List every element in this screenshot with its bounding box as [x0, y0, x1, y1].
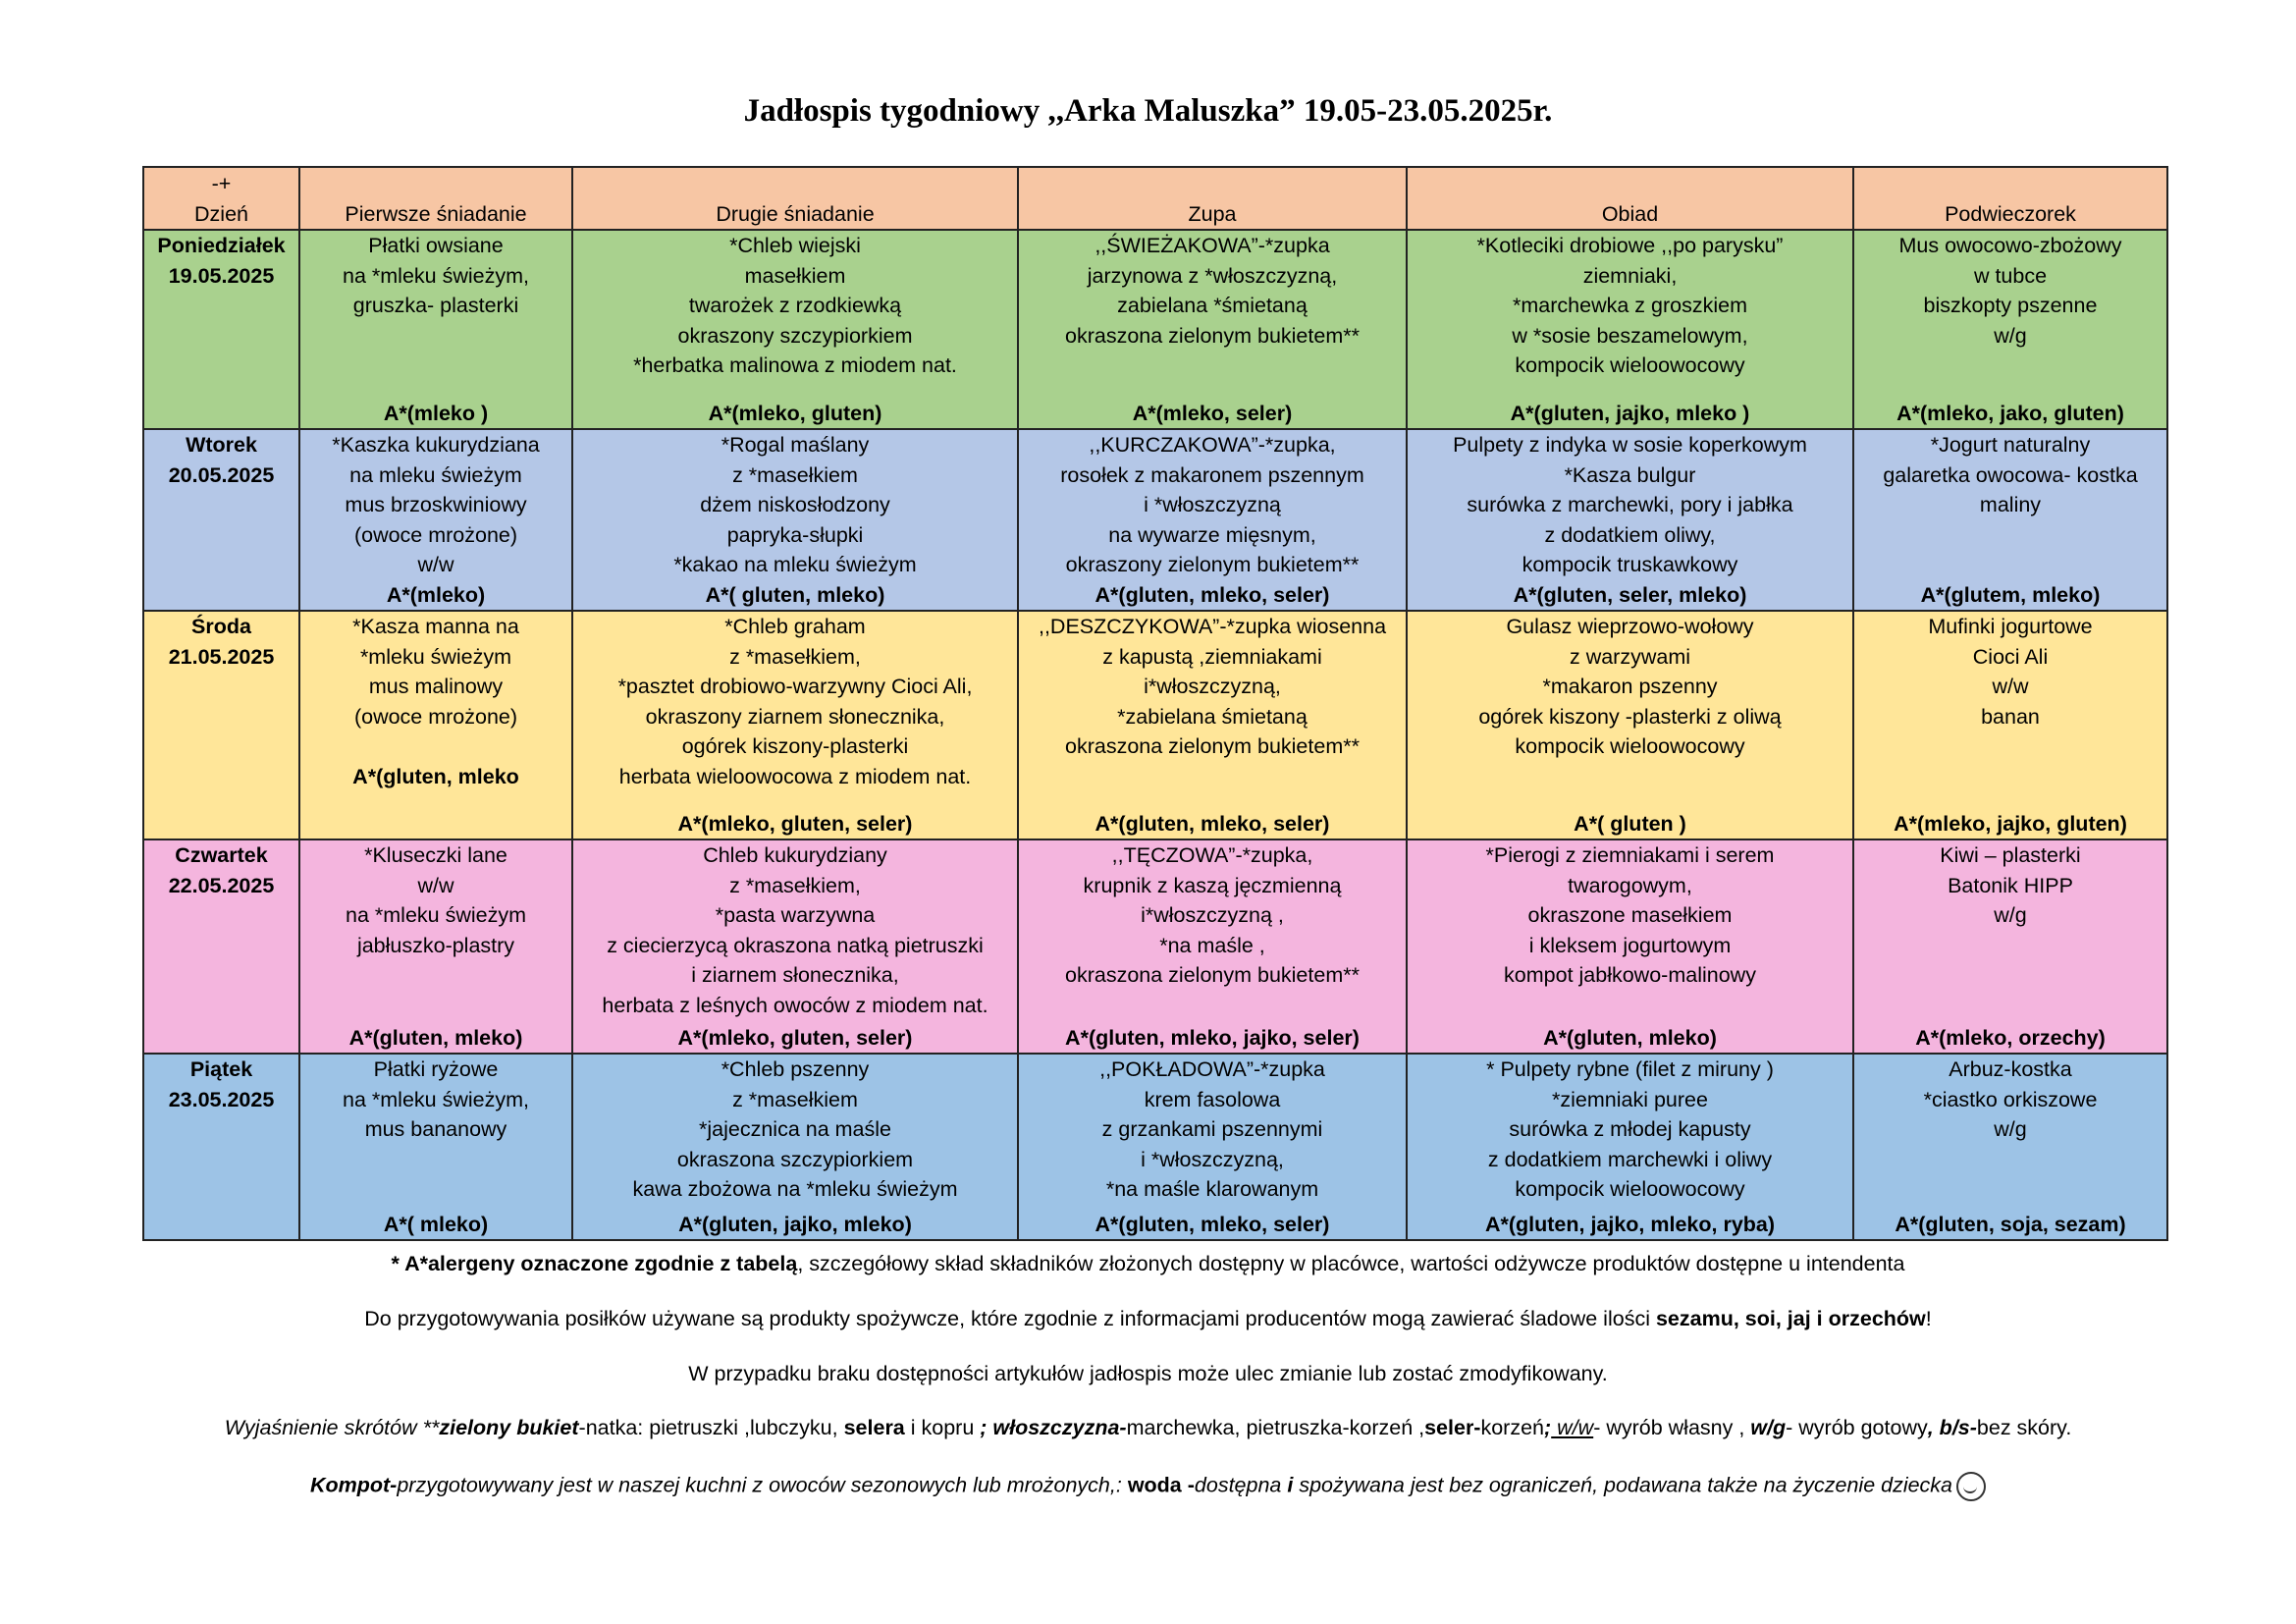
meal-cell-afternoon-snack	[1853, 230, 2167, 429]
day-date: 21.05.2025	[168, 644, 275, 669]
compote-c: woda -	[1127, 1473, 1195, 1497]
meal-line: okraszona zielonym bukietem**	[1065, 323, 1360, 348]
meal-cell-dinner	[1407, 429, 1853, 611]
meal-line: *makaron pszenny	[1542, 675, 1718, 698]
compote-e: i	[1287, 1473, 1294, 1497]
meal-line: Batonik HIPP	[1948, 873, 2073, 897]
meal-line: ogórek kiszony -plasterki z oliwą	[1478, 704, 1782, 729]
meal-cell-dinner	[1407, 230, 1853, 429]
allergen-note: A*(mleko, seler)	[1132, 401, 1293, 425]
allergen-note: A*(gluten, jajko, mleko)	[678, 1212, 912, 1236]
meal-line: Kiwi – plasterki	[1940, 843, 2081, 867]
meal-line: *Jogurt naturalny	[1930, 433, 2091, 457]
meal-line: mus brzoskwiniowy	[345, 493, 527, 516]
allergen-note: A*( gluten, mleko)	[705, 582, 885, 607]
meal-line: w *sosie beszamelowym,	[1512, 323, 1748, 348]
day-row-wednesday	[143, 611, 2167, 839]
meal-line: rosołek z makaronem pszennym	[1060, 462, 1364, 487]
meal-line: kawa zbożowa na *mleku świeżym	[632, 1177, 958, 1201]
meal-line: krem fasolowa	[1144, 1087, 1281, 1111]
meal-line: Płatki owsiane	[368, 234, 504, 257]
allergen-note: A*(mleko )	[383, 401, 489, 425]
meal-line: * Pulpety rybne (filet z miruny )	[1486, 1057, 1774, 1081]
note-compote	[0, 1472, 2296, 1501]
compote-d: dostępna	[1194, 1473, 1288, 1497]
meal-line: i *włoszczyzną,	[1141, 1147, 1284, 1171]
page-title: Jadłospis tygodniowy ,,Arka Maluszka” 19.05-23.05.2025r.	[743, 93, 1553, 129]
meal-cell-second-breakfast	[572, 839, 1018, 1054]
allergen-note: A*(mleko, orzechy)	[1915, 1025, 2106, 1050]
day-date: 20.05.2025	[168, 462, 275, 487]
meal-line: ,,POKŁADOWA”-*zupka	[1099, 1057, 1325, 1081]
meal-cell-afternoon-snack	[1853, 611, 2167, 839]
abbr-k: w/w	[1551, 1416, 1594, 1439]
allergen-note: A*(gluten, soja, sezam)	[1895, 1212, 2126, 1236]
header-first-breakfast: Pierwsze śniadanie	[299, 167, 572, 230]
meal-line: w/g	[1994, 323, 2027, 348]
meal-line: z ciecierzycą okraszona natką pietruszki	[607, 933, 984, 957]
meal-line: jabłuszko-plastry	[356, 933, 515, 957]
day-cell	[143, 611, 299, 839]
meal-cell-dinner	[1407, 839, 1853, 1054]
meal-cell-second-breakfast	[572, 611, 1018, 839]
allergen-note: A*(gluten, mleko, seler)	[1095, 582, 1330, 607]
allergen-note: A*(gluten, mleko)	[1543, 1025, 1717, 1050]
meal-cell-first-breakfast	[299, 230, 572, 429]
meal-cell-soup	[1018, 839, 1407, 1054]
meal-line: w tubce	[1973, 263, 2048, 288]
abbr-i: korzeń	[1480, 1416, 1545, 1439]
meal-cell-afternoon-snack	[1853, 839, 2167, 1054]
header-second-breakfast: Drugie śniadanie	[572, 167, 1018, 230]
meal-line: ,,ŚWIEŻAKOWA”-*zupka	[1095, 234, 1330, 257]
meal-line: *na maśle klarowanym	[1105, 1177, 1319, 1201]
meal-line: na mleku świeżym	[349, 462, 522, 487]
meal-line: *Rogal maślany	[721, 433, 870, 457]
meal-line: i ziarnem słonecznika,	[691, 963, 899, 987]
header-corner-mark: -+	[211, 172, 232, 195]
meal-line: i*włoszczyzną,	[1144, 675, 1281, 698]
meal-line: w/w	[417, 553, 454, 576]
abbr-o: , b/s-	[1927, 1416, 1977, 1439]
meal-line: na *mleku świeżym,	[343, 263, 529, 288]
day-cell	[143, 429, 299, 611]
abbr-c: -natka: pietruszki ,lubczyku,	[578, 1416, 844, 1439]
day-name: Piątek	[189, 1057, 253, 1081]
meal-cell-second-breakfast	[572, 1054, 1018, 1240]
meal-line: *kakao na mleku świeżym	[673, 553, 917, 576]
meal-line: *mleku świeżym	[359, 644, 512, 669]
meal-line: *na maśle ,	[1159, 933, 1265, 957]
meal-line: Mus owocowo-zbożowy	[1898, 234, 2122, 257]
allergen-note: A*(gluten, jajko, mleko, ryba)	[1484, 1212, 1776, 1236]
meal-line: i*włoszczyzną ,	[1141, 903, 1284, 927]
meal-line: kompocik wieloowocowy	[1515, 353, 1745, 377]
meal-line: na wywarze mięsnym,	[1108, 522, 1316, 547]
abbr-a: Wyjaśnienie skrótów **	[224, 1416, 440, 1439]
allergen-note: A*(mleko, jako, gluten)	[1896, 401, 2124, 425]
meal-line: okraszony zielonym bukietem**	[1065, 553, 1360, 576]
allergen-note: A*(gluten, mleko)	[348, 1025, 523, 1050]
allergen-note: A*(gluten, jajko, mleko )	[1510, 401, 1750, 425]
meal-line: Płatki ryżowe	[373, 1057, 499, 1081]
abbr-n: - wyrób gotowy	[1786, 1416, 1928, 1439]
meal-line: Pulpety z indyka w sosie koperkowym	[1453, 433, 1807, 457]
abbr-p: bez skóry.	[1976, 1416, 2072, 1439]
day-row-monday	[143, 230, 2167, 429]
day-row-friday	[143, 1054, 2167, 1240]
meal-line: surówka z młodej kapusty	[1509, 1117, 1751, 1141]
meal-line: (owoce mrożone)	[353, 522, 518, 547]
meal-line: twarogowym,	[1568, 873, 1692, 897]
meal-line: papryka-słupki	[726, 522, 864, 547]
meal-cell-second-breakfast	[572, 230, 1018, 429]
meal-line: na *mleku świeżym,	[343, 1087, 529, 1111]
meal-line: twarożek z rzodkiewką	[688, 294, 902, 317]
meal-line: A*(gluten, mleko	[352, 764, 519, 788]
meal-line: w/g	[1994, 903, 2027, 927]
allergen-note: A*(mleko, gluten)	[708, 401, 882, 425]
meal-line: masełkiem	[744, 263, 846, 288]
header-row	[143, 167, 2167, 230]
day-date: 22.05.2025	[168, 873, 275, 897]
day-row-tuesday	[143, 429, 2167, 611]
meal-line: galaretka owocowa- kostka	[1883, 462, 2138, 487]
meal-line	[304, 731, 567, 762]
day-cell	[143, 230, 299, 429]
meal-line: na *mleku świeżym	[346, 903, 526, 927]
meal-line: (owoce mrożone)	[353, 704, 518, 729]
meal-line: kompocik wieloowocowy	[1515, 1177, 1745, 1201]
meal-line: *jajecznica na maśle	[699, 1117, 891, 1141]
meal-line: *Kasza bulgur	[1564, 462, 1696, 487]
meal-line: z warzywami	[1569, 644, 1691, 669]
smiley-icon	[1956, 1472, 1986, 1501]
meal-line: i kleksem jogurtowym	[1528, 933, 1732, 957]
meal-line: surówka z marchewki, pory i jabłka	[1467, 493, 1793, 516]
note-traces-end: !	[1925, 1307, 1932, 1330]
meal-cell-soup	[1018, 429, 1407, 611]
meal-line: mus bananowy	[364, 1117, 507, 1141]
meal-line: Mufinki jogurtowe	[1928, 615, 2093, 638]
meal-line: ,,DESZCZYKOWA”-*zupka wiosenna	[1038, 615, 1387, 638]
meal-line: ,,KURCZAKOWA”-*zupka,	[1089, 433, 1336, 457]
meal-cell-soup	[1018, 230, 1407, 429]
meal-line: banan	[1981, 704, 2040, 729]
meal-cell-first-breakfast	[299, 429, 572, 611]
meal-line: gruszka- plasterki	[352, 294, 519, 317]
abbr-e: i kopru	[904, 1416, 981, 1439]
meal-line: z *masełkiem	[732, 1087, 858, 1111]
meal-line: z grzankami pszennymi	[1101, 1117, 1323, 1141]
compote-a: Kompot-	[309, 1473, 398, 1497]
meal-line: z *masełkiem,	[729, 644, 861, 669]
meal-line: okraszona szczypiorkiem	[676, 1147, 914, 1171]
allergen-note: A*( mleko)	[383, 1212, 489, 1236]
meal-cell-first-breakfast	[299, 611, 572, 839]
meal-line: kompocik truskawkowy	[1522, 553, 1738, 576]
compote-b: przygotowywany jest w naszej kuchni z owoców sezonowych lub mrożonych,:	[397, 1473, 1128, 1497]
meal-line: *Chleb wiejski	[729, 234, 861, 257]
meal-line: *Kotleciki drobiowe ,,po parysku”	[1476, 234, 1784, 257]
meal-line: *Pierogi z ziemniakami i serem	[1485, 843, 1775, 867]
meal-line: *pasta warzywna	[715, 903, 876, 927]
meal-line: biszkopty pszenne	[1923, 294, 2098, 317]
meal-line: w/w	[417, 873, 454, 897]
allergen-note: A*(gluten, seler, mleko)	[1513, 582, 1747, 607]
meal-cell-first-breakfast	[299, 839, 572, 1054]
header-soup: Zupa	[1018, 167, 1407, 230]
abbr-d: selera	[843, 1416, 905, 1439]
meal-line: ziemniaki,	[1582, 263, 1678, 288]
meal-line: *pasztet drobiowo-warzywny Cioci Ali,	[617, 675, 973, 698]
abbr-j: ;	[1544, 1416, 1552, 1439]
note-traces-text: Do przygotowywania posiłków używane są produkty spożywcze, które zgodnie z informacjami producentów mogą zawierać śladowe ilości	[364, 1307, 1656, 1330]
allergen-note: A*(glutem, mleko)	[1920, 582, 2101, 607]
abbr-l: - wyrób własny ,	[1593, 1416, 1751, 1439]
meal-line: *Chleb graham	[724, 615, 866, 638]
allergen-note: A*(gluten, mleko, seler)	[1095, 1212, 1330, 1236]
meal-line: okraszony ziarnem słonecznika,	[645, 704, 945, 729]
meal-line: w/w	[1992, 675, 2029, 698]
meal-line: Gulasz wieprzowo-wołowy	[1506, 615, 1754, 638]
day-name: Środa	[191, 615, 251, 638]
meal-line: ,,TĘCZOWA”-*zupka,	[1111, 843, 1313, 867]
meal-line: *Kasza manna na	[352, 615, 519, 638]
meal-line: ogórek kiszony-plasterki	[681, 734, 909, 758]
allergen-note: A*(mleko)	[386, 582, 486, 607]
abbr-f: ; włoszczyzna-	[980, 1416, 1127, 1439]
meal-line: Arbuz-kostka	[1949, 1057, 2072, 1081]
day-cell	[143, 839, 299, 1054]
meal-line: z *masełkiem,	[729, 873, 861, 897]
meal-cell-dinner	[1407, 611, 1853, 839]
allergen-note: A*(mleko, gluten, seler)	[677, 811, 913, 836]
meal-line: okraszona zielonym bukietem**	[1065, 963, 1360, 987]
meal-cell-soup	[1018, 1054, 1407, 1240]
note-allergens-text: , szczegółowy skład składników złożonych dostępny w placówce, wartości odżywcze produktów dostępne u intendenta	[797, 1252, 1905, 1275]
meal-line: kompot jabłkowo-malinowy	[1504, 963, 1756, 987]
meal-cell-first-breakfast	[299, 1054, 572, 1240]
meal-line: okraszone masełkiem	[1527, 903, 1733, 927]
meal-line: jarzynowa z *włoszczyzną,	[1087, 263, 1338, 288]
meal-line: w/g	[1994, 1117, 2027, 1141]
meal-line: *herbatka malinowa z miodem nat.	[633, 353, 957, 377]
allergen-note: A*(mleko, jajko, gluten)	[1894, 811, 2127, 836]
day-cell	[143, 1054, 299, 1240]
meal-line: *ziemniaki puree	[1552, 1087, 1708, 1111]
note-allergens-bold: * A*alergeny oznaczone zgodnie z tabelą	[391, 1252, 798, 1275]
meal-line: herbata z leśnych owoców z miodem nat.	[602, 993, 988, 1017]
meal-line: z *masełkiem	[732, 462, 858, 487]
note-allergens	[0, 1252, 2296, 1276]
meal-line: kompocik wieloowocowy	[1515, 734, 1745, 758]
day-name: Czwartek	[175, 843, 268, 867]
meal-line: *Kluseczki lane	[364, 843, 507, 867]
header-day-label: Dzień	[194, 201, 248, 226]
meal-line: herbata wieloowocowa z miodem nat.	[618, 764, 972, 788]
meal-cell-afternoon-snack	[1853, 429, 2167, 611]
menu-table	[142, 166, 2168, 1241]
meal-line: maliny	[1979, 493, 2042, 516]
note-changes: W przypadku braku dostępności artykułów jadłospis może ulec zmianie lub zostać zmodyfikowany.	[688, 1362, 1608, 1385]
meal-line: *zabielana śmietaną	[1117, 704, 1308, 729]
abbr-g: marchewka, pietruszka-korzeń ,	[1126, 1416, 1425, 1439]
abbr-m: w/g	[1750, 1416, 1787, 1439]
meal-cell-afternoon-snack	[1853, 1054, 2167, 1240]
allergen-note: A*(gluten, mleko, jajko, seler)	[1065, 1025, 1360, 1050]
meal-cell-second-breakfast	[572, 429, 1018, 611]
allergen-note: A*( gluten )	[1574, 811, 1686, 836]
note-traces-bold: sezamu, soi, jaj i orzechów	[1655, 1307, 1926, 1330]
meal-line: mus malinowy	[368, 675, 504, 698]
meal-line: z dodatkiem marchewki i oliwy	[1487, 1147, 1773, 1171]
note-abbreviations	[0, 1416, 2296, 1440]
header-afternoon-snack: Podwieczorek	[1853, 167, 2167, 230]
day-name: Wtorek	[186, 433, 257, 457]
meal-line: okraszony szczypiorkiem	[677, 323, 913, 348]
header-day	[143, 167, 299, 230]
meal-line: i *włoszczyzną	[1144, 493, 1281, 516]
abbr-b: zielony bukiet	[439, 1416, 579, 1439]
allergen-note: A*(gluten, mleko, seler)	[1095, 811, 1330, 836]
meal-line: krupnik z kaszą jęczmienną	[1083, 873, 1342, 897]
note-traces	[0, 1307, 2296, 1331]
meal-line: okraszona zielonym bukietem**	[1065, 734, 1360, 758]
meal-line: z kapustą ,ziemniakami	[1102, 644, 1322, 669]
meal-line: dżem niskosłodzony	[700, 493, 890, 516]
meal-line: *Kaszka kukurydziana	[332, 433, 540, 457]
day-date: 23.05.2025	[168, 1087, 275, 1111]
meal-line: *Chleb pszenny	[721, 1057, 870, 1081]
day-date: 19.05.2025	[168, 263, 275, 288]
meal-line: zabielana *śmietaną	[1117, 294, 1308, 317]
abbr-h: seler-	[1424, 1416, 1481, 1439]
header-dinner: Obiad	[1407, 167, 1853, 230]
meal-line: z dodatkiem oliwy,	[1544, 522, 1716, 547]
day-row-thursday	[143, 839, 2167, 1054]
meal-cell-dinner	[1407, 1054, 1853, 1240]
meal-cell-soup	[1018, 611, 1407, 839]
allergen-note: A*(mleko, gluten, seler)	[677, 1025, 913, 1050]
meal-line: Chleb kukurydziany	[703, 843, 887, 867]
day-name: Poniedziałek	[157, 234, 286, 257]
meal-line: Cioci Ali	[1972, 644, 2049, 669]
compote-f: spożywana jest bez ograniczeń, podawana także na życzenie dziecka	[1293, 1473, 1953, 1497]
meal-line: *ciastko orkiszowe	[1923, 1087, 2098, 1111]
meal-line: *marchewka z groszkiem	[1513, 294, 1747, 317]
